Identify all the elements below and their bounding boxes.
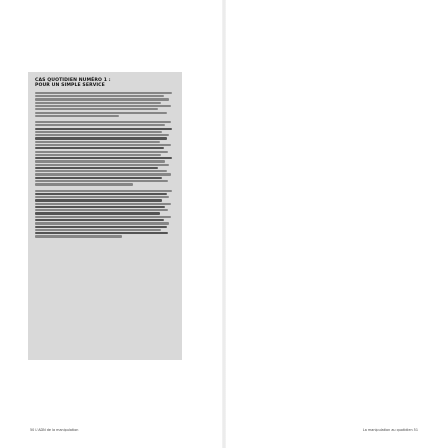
- left-folio: 50 L'ADN de la manipulation: [30, 428, 79, 432]
- body-paragraph-2: [35, 121, 175, 186]
- body-paragraph-1: [35, 92, 175, 117]
- case-study-heading: CAS QUOTIDIEN NUMÉRO 1 : POUR UN SIMPLE SERVICE: [35, 78, 111, 89]
- case-study-box: [28, 72, 182, 360]
- right-folio: La manipulation au quotidien 51: [362, 428, 418, 432]
- right-page: [224, 0, 448, 448]
- body-paragraph-3: [35, 190, 175, 238]
